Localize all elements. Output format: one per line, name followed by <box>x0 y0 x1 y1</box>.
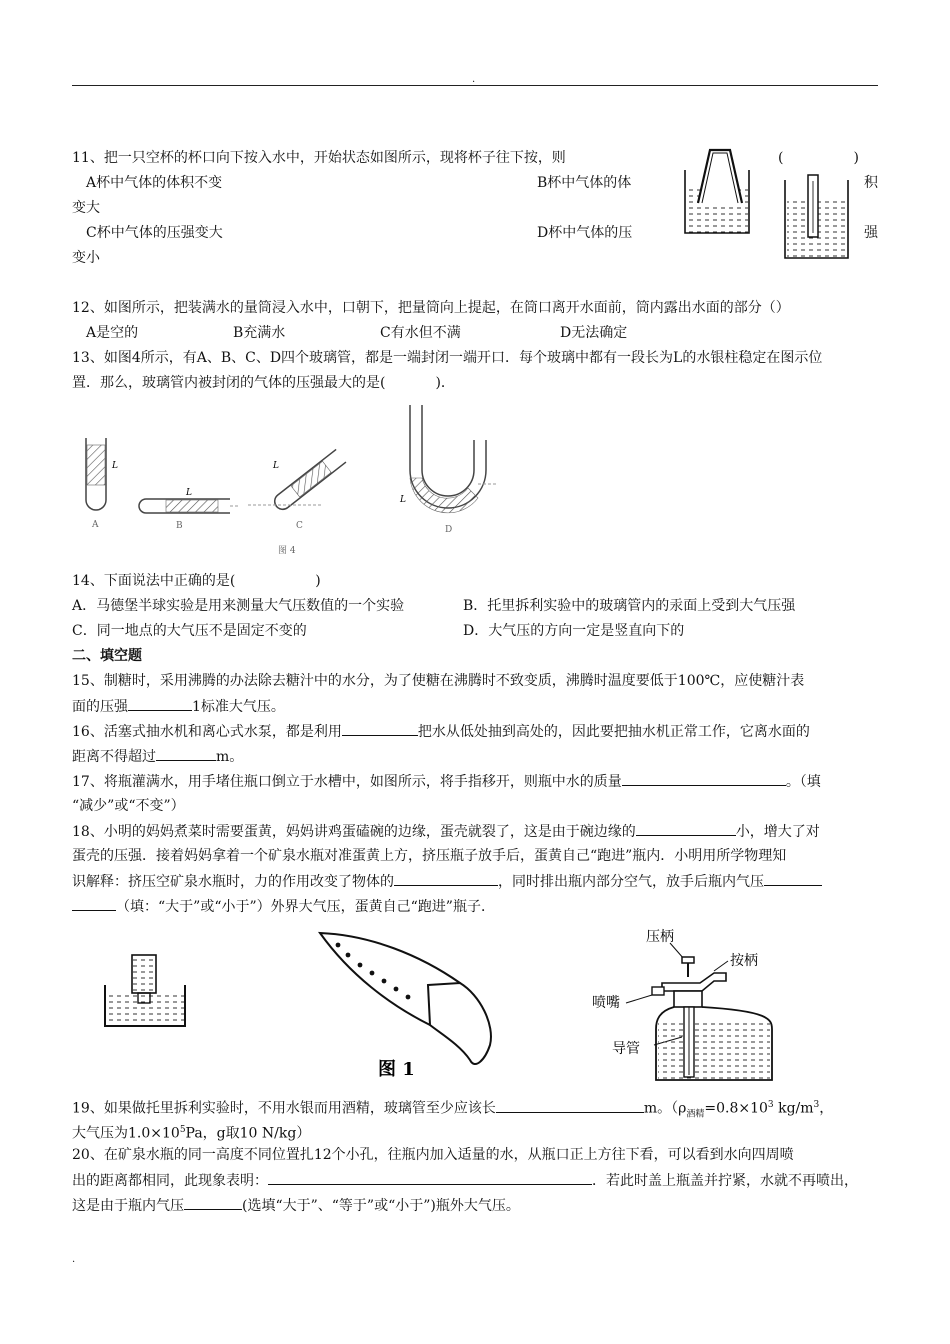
q20-line3: 这是由于瓶内气压 (选填“大于”、“等于”或“小于”)瓶外大气压。 <box>72 1195 520 1216</box>
q11-stem: 11、把一只空杯的杯口向下按入水中，开始状态如图所示，现将杯子往下按，则 <box>72 150 566 166</box>
q18-line2: 蛋壳的压强．接着妈妈拿着一个矿泉水瓶对准蛋黄上方，挤压瓶子放手后，蛋黄自己“跑进”瓶内．小明用所学物理知 <box>72 848 787 864</box>
tube-c-l-label: L <box>273 461 279 471</box>
q20-blank-2[interactable] <box>184 1195 242 1210</box>
q11-option-b-cont: 积 <box>864 175 878 191</box>
figure-4-caption: 图 4 <box>278 546 296 556</box>
q16-blank-1[interactable] <box>342 721 418 736</box>
q14-option-c: C．同一地点的大气压不是固定不变的 <box>72 623 307 639</box>
header-dot: . <box>472 74 476 85</box>
q19-blank[interactable] <box>496 1098 644 1113</box>
q20-line1: 20、在矿泉水瓶的同一高度不同位置扎12个小孔，往瓶内加入适量的水，从瓶口正上方往下看，可以看到水向四周喷 <box>72 1147 794 1163</box>
q14-option-a: A．马德堡半球实验是用来测量大气压数值的一个实验 <box>72 598 405 614</box>
q12-option-d: D无法确定 <box>560 325 628 341</box>
q11-figure <box>680 145 860 265</box>
q18-line4: （填：“大于”或“小于”）外界大气压，蛋黄自己“跑进”瓶子． <box>72 896 495 917</box>
q11-option-b: B杯中气体的体 <box>537 175 632 191</box>
q18-blank-3[interactable] <box>764 871 822 886</box>
q12-option-a: A是空的 <box>86 325 139 341</box>
q19-line2: 大气压为$1.0\times 10^5Pa$，g取10 N/kg） <box>72 1125 311 1142</box>
figure-1-caption: 图 1 <box>378 1059 415 1080</box>
q19-line1: 19、如果做托里拆利实验时，不用水银而用酒精，玻璃管至少应该长 m。（$\rho_{酒精}=0.8\times 10^3$ $kg/m^3$， <box>72 1095 833 1124</box>
tube-b-label: B <box>176 521 183 531</box>
q13-line1: 13、如图4所示，有A、B、C、D四个玻璃管，都是一端封闭一端开口．每个玻璃中都有一段长为L的水银柱稳定在图示位 <box>72 350 823 366</box>
tube-a <box>86 438 118 530</box>
q11-answer-paren: ( ) <box>778 150 859 166</box>
q18-figure-knife <box>310 925 500 1085</box>
tube-b <box>139 488 238 531</box>
q17-line2: “减少”或“不变”） <box>72 798 185 814</box>
q12-option-b: B充满水 <box>233 325 286 341</box>
tube-c <box>248 449 346 531</box>
q14-option-b: B．托里拆利实验中的玻璃管内的汞面上受到大气压强 <box>463 598 796 614</box>
sprayer-figure <box>590 925 790 1090</box>
q18-blank-1[interactable] <box>636 821 736 836</box>
footer-dot: . <box>72 1254 76 1265</box>
label-nozzle: 喷嘴 <box>592 995 620 1011</box>
q14-stem: 14、下面说法中正确的是( ) <box>72 573 321 589</box>
q17-line1: 17、将瓶灌满水，用手堵住瓶口倒立于水槽中，如图所示，将手指移开，则瓶中水的质量 。（填 <box>72 771 821 792</box>
tube-b-l-label: L <box>186 488 192 498</box>
q18-line1: 18、小明的妈妈煮菜时需要蛋黄，妈妈讲鸡蛋磕碗的边缘，蛋壳就裂了，这是由于碗边缘的 小，增大了对 <box>72 821 820 842</box>
tube-d <box>399 405 498 535</box>
q17-figure-bottle-trough <box>100 945 190 1030</box>
q18-line3: 识解释：挤压空矿泉水瓶时，力的作用改变了物体的 ，同时排出瓶内部分空气，放手后瓶内气压 <box>72 871 822 892</box>
q12-option-c: C有水但不满 <box>380 325 461 341</box>
q11-option-c: C杯中气体的压强变大 <box>86 225 223 241</box>
q20-line2: 出的距离都相同，此现象表明： ．若此时盖上瓶盖并拧紧，水就不再喷出， <box>72 1170 858 1191</box>
q12-stem: 12、如图所示，把装满水的量筒浸入水中，口朝下，把量筒向上提起，在筒口离开水面前，筒内露出水面的部分（） <box>72 300 790 316</box>
q11-option-b-end: 变大 <box>72 200 100 216</box>
q11-option-a: A杯中气体的体积不变 <box>86 175 223 191</box>
q18-blank-2[interactable] <box>394 871 498 886</box>
q11-option-d-end: 变小 <box>72 250 100 266</box>
tube-c-label: C <box>296 521 303 531</box>
q18-blank-3-cont[interactable] <box>72 896 116 911</box>
q15-line1: 15、制糖时，采用沸腾的办法除去糖汁中的水分，为了使糖在沸腾时不致变质，沸腾时温度要低于100℃，应使糖汁表 <box>72 673 805 689</box>
q11-option-d-cont: 强 <box>864 225 878 241</box>
tube-d-l-label: L <box>400 495 406 505</box>
label-guide-tube: 导管 <box>612 1041 640 1057</box>
q13-line2: 置．那么，玻璃管内被封闭的气体的压强最大的是( )． <box>72 375 455 391</box>
q20-blank-1[interactable] <box>268 1170 592 1185</box>
tube-d-label: D <box>445 525 453 535</box>
q15-blank[interactable] <box>128 696 192 711</box>
label-press-handle: 压柄 <box>646 929 674 945</box>
tube-a-l-label: L <box>112 461 118 471</box>
q16-line2: 距离不得超过 m。 <box>72 746 243 767</box>
q16-line1: 16、活塞式抽水机和离心式水泵，都是利用 把水从低处抽到高处的，因此要把抽水机正常工作，它离水面的 <box>72 721 810 742</box>
section-fill-blank-title: 二、填空题 <box>72 648 142 664</box>
label-push-handle: 按柄 <box>730 953 758 969</box>
q11-option-d: D杯中气体的压 <box>537 225 633 241</box>
q17-blank[interactable] <box>622 771 786 786</box>
q13-figure-4 <box>78 400 498 560</box>
q14-option-d: D．大气压的方向一定是竖直向下的 <box>463 623 685 639</box>
header-rule <box>72 85 878 86</box>
tube-a-label: A <box>92 520 99 530</box>
q16-blank-2[interactable] <box>156 746 216 761</box>
q15-line2: 面的压强 1标准大气压。 <box>72 696 285 717</box>
